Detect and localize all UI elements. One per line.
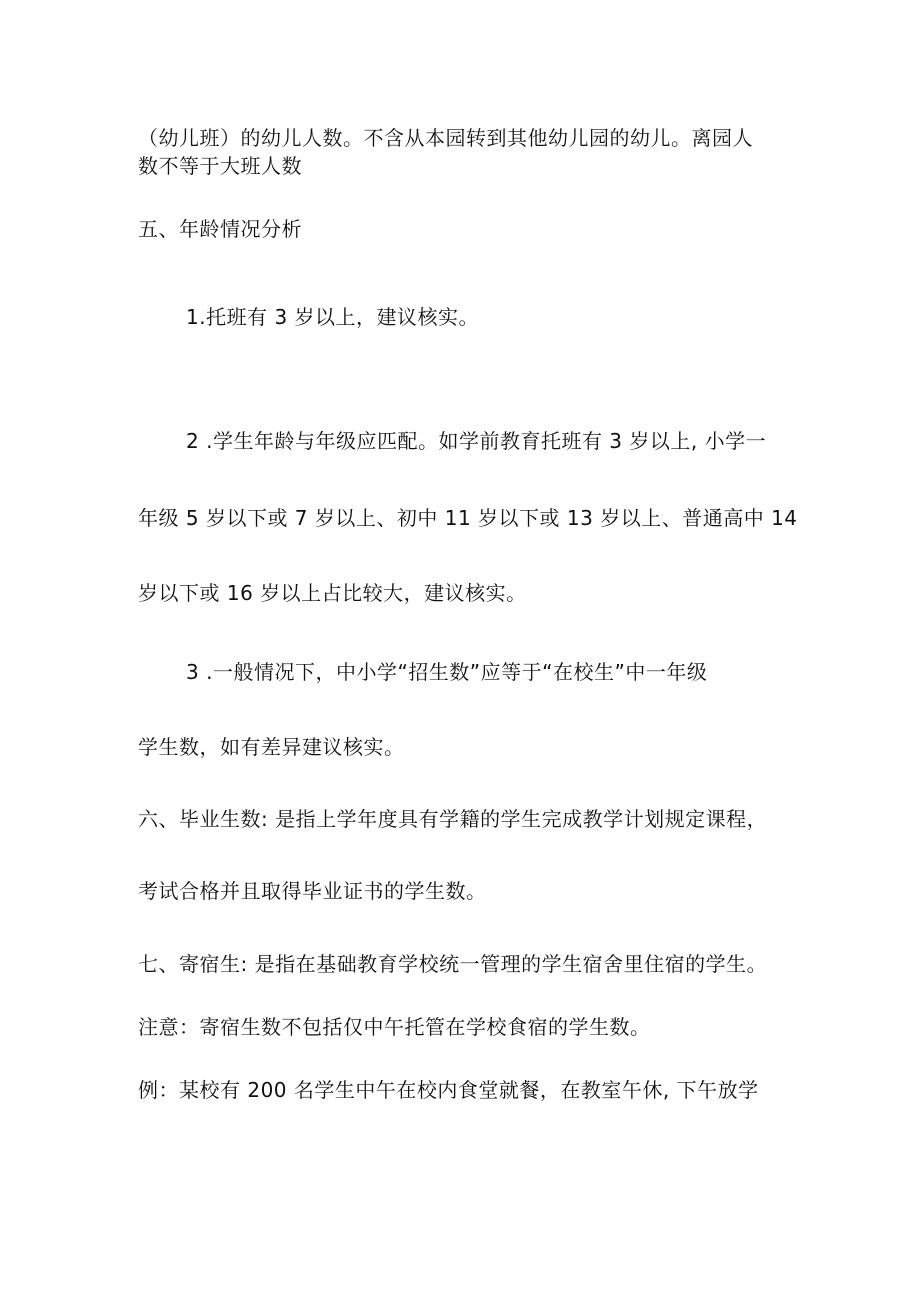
section-heading: 五、年龄情况分析 <box>138 217 302 241</box>
list-item: 2 .学生年龄与年级应匹配。如学前教育托班有 3 岁以上, 小学一 <box>186 429 767 453</box>
paragraph-line: 年级 5 岁以下或 7 岁以上、初中 11 岁以下或 13 岁以上、普通高中 14 <box>138 506 798 530</box>
list-item: 3 .一般情况下，中小学“招生数”应等于“在校生”中一年级 <box>186 660 708 684</box>
example-line: 例：某校有 200 名学生中午在校内食堂就餐，在教室午休, 下午放学 <box>138 1078 759 1102</box>
paragraph-line: 考试合格并且取得毕业证书的学生数。 <box>138 879 487 903</box>
paragraph-line: 数不等于大班人数 <box>138 154 302 178</box>
list-item: 1.托班有 3 岁以上，建议核实。 <box>186 305 480 329</box>
paragraph-line: 学生数，如有差异建议核实。 <box>138 735 405 759</box>
section-heading: 七、寄宿生: 是指在基础教育学校统一管理的学生宿舍里住宿的学生。 <box>138 952 768 976</box>
paragraph-line: 岁以下或 16 岁以上占比较大，建议核实。 <box>138 581 527 605</box>
paragraph-line: （幼儿班）的幼儿人数。不含从本园转到其他幼儿园的幼儿。离园人 <box>138 126 753 150</box>
section-heading: 六、毕业生数: 是指上学年度具有学籍的学生完成教学计划规定课程， <box>138 807 768 831</box>
note-line: 注意：寄宿生数不包括仅中午托管在学校食宿的学生数。 <box>138 1015 651 1039</box>
